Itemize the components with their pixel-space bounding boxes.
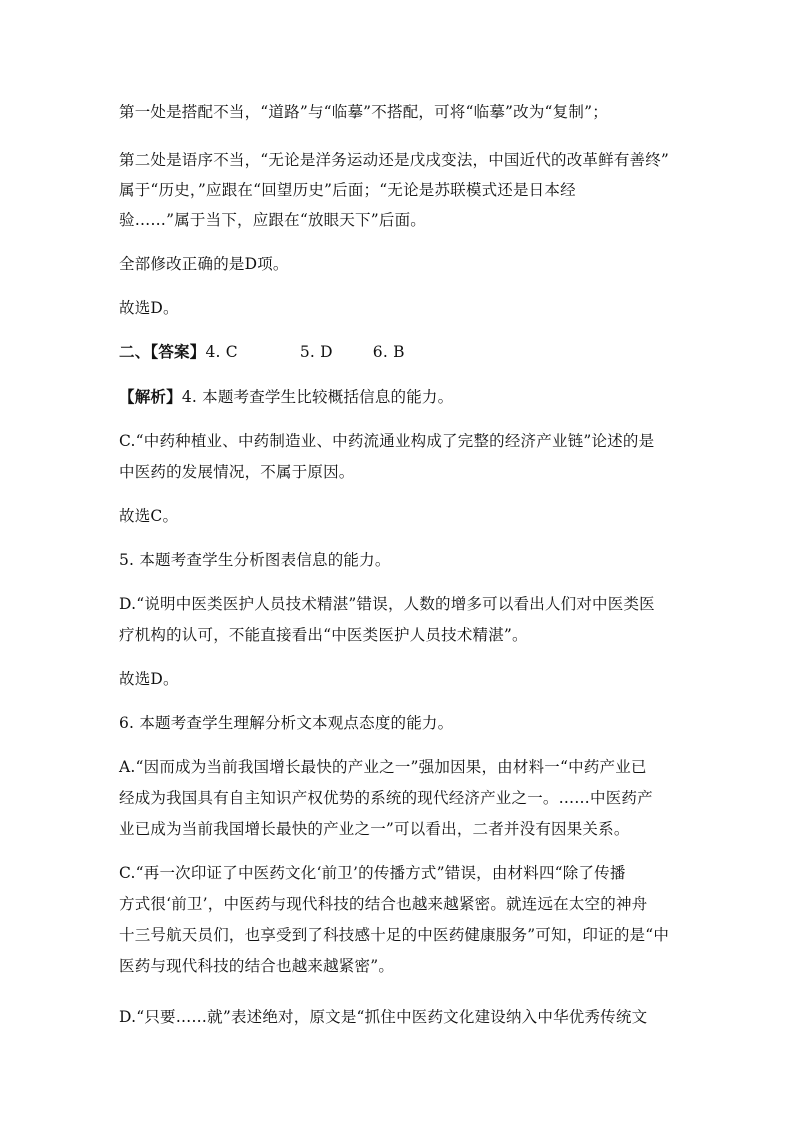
text-line-q5-title: 5. 本题考查学生分析图表信息的能力。 — [119, 551, 391, 569]
analysis-line — [119, 380, 679, 414]
text-line-q5-d2: 疗机构的认可，不能直接看出“中医类医护人员技术精湛”。 — [119, 626, 528, 644]
text-line-1: 第一处是搭配不当，“道路”与“临摹”不搭配，可将“临摹”改为“复制”； — [119, 103, 608, 121]
text-line-q6-a1: A.“因而成为当前我国增长最快的产业之一”强加因果，由材料一“中药产业已 — [119, 758, 647, 776]
text-line-q4-c1: C.“中药种植业、中药制造业、中药流通业构成了完整的经济产业链”论述的是 — [119, 432, 655, 450]
text-line-q4-c2: 中医药的发展情况，不属于原因。 — [119, 463, 355, 481]
text-line-q6-c2: 方式很‘前卫’，中医药与现代科技的结合也越来越紧密。就连远在太空的神舟 — [119, 895, 648, 913]
text-line-3: 属于“历史，”应跟在“回望历史”后面；“无论是苏联模式还是日本经 — [119, 181, 576, 199]
answer-line — [119, 335, 679, 369]
analysis-q4: 4. 本题考查学生比较概括信息的能力。 — [181, 388, 454, 406]
text-line-q6-c1: C.“再一次印证了中医药文化‘前卫’的传播方式”错误，由材料四“除了传播 — [119, 864, 626, 882]
answer-6: 6. B — [372, 343, 405, 361]
answer-5: 5. D — [299, 343, 333, 361]
text-line-q6-a2: 经成为我国具有自主知识产权优势的系统的现代经济产业之一。……中医药产 — [119, 789, 653, 807]
text-line-q4-answer: 故选C。 — [119, 507, 179, 525]
text-line-q5-d1: D.“说明中医类医护人员技术精湛”错误，人数的增多可以看出人们对中医类医 — [119, 595, 655, 613]
answer-4: 4. C — [205, 343, 238, 361]
text-line-q5-answer: 故选D。 — [119, 670, 179, 688]
text-line-2: 第二处是语序不当，“无论是洋务运动还是戊戌变法，中国近代的改革鲜有善终” — [119, 151, 670, 169]
text-line-q6-d1: D.“只要……就”表述绝对，原文是“抓住中医药文化建设纳入中华优秀传统文 — [119, 1008, 648, 1026]
answer-section-label: 二、【答案】 — [119, 342, 206, 361]
text-line-6: 故选D。 — [119, 299, 179, 317]
text-line-q6-c3: 十三号航天员们，也享受到了科技感十足的中医药健康服务”可知，印证的是“中 — [119, 926, 670, 944]
analysis-label: 【解析】 — [119, 387, 182, 406]
text-line-q6-c4: 医药与现代科技的结合也越来越紧密”。 — [119, 957, 395, 975]
text-line-5: 全部修改正确的是D项。 — [119, 255, 289, 273]
text-line-q6-a3: 业已成为当前我国增长最快的产业之一”可以看出，二者并没有因果关系。 — [119, 820, 630, 838]
text-line-4: 验……”属于当下，应跟在“放眼天下”后面。 — [119, 211, 426, 229]
text-line-q6-title: 6. 本题考查学生理解分析文本观点态度的能力。 — [119, 714, 454, 732]
